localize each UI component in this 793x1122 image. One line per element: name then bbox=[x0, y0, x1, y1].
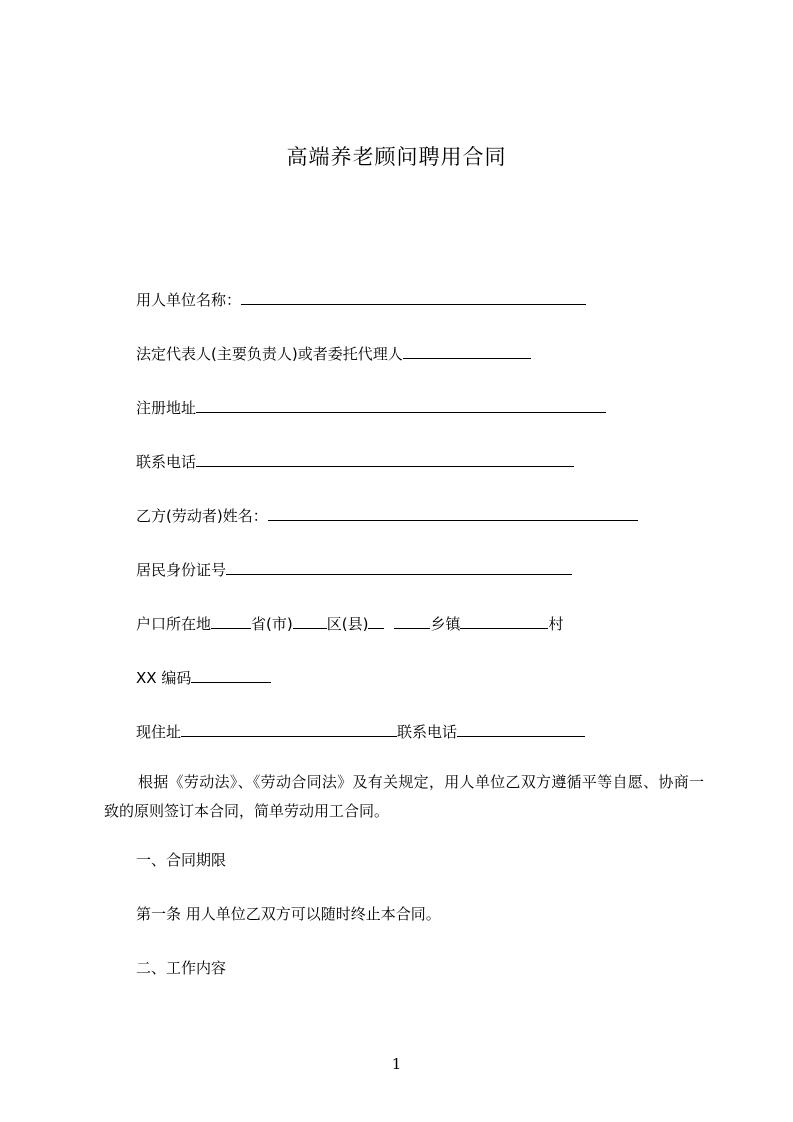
postcode-label: XX 编码 bbox=[136, 669, 192, 687]
current-phone-label: 联系电话 bbox=[397, 723, 458, 741]
district-extra-blank[interactable] bbox=[368, 613, 384, 629]
article1-text: 第一条 用人单位乙双方可以随时终止本合同。 bbox=[136, 905, 441, 923]
legal-rep-blank[interactable] bbox=[403, 343, 531, 359]
contact-phone-label: 联系电话 bbox=[136, 453, 197, 471]
id-number-blank[interactable] bbox=[226, 559, 572, 575]
current-phone-blank[interactable] bbox=[457, 721, 585, 737]
district-blank[interactable] bbox=[293, 613, 327, 629]
legal-rep-line bbox=[136, 343, 531, 365]
employee-name-line bbox=[136, 505, 638, 527]
preamble-paragraph: 根据《劳动法》、《劳动合同法》及有关规定，用人单位乙双方遵循平等自愿、协商一致的原则签订本合同，简单劳动用工合同。 bbox=[104, 773, 704, 820]
contact-phone-blank[interactable] bbox=[196, 451, 574, 467]
section1-heading: 一、合同期限 bbox=[136, 851, 227, 869]
township-blank[interactable] bbox=[394, 613, 430, 629]
page-number: 1 bbox=[391, 1055, 402, 1073]
household-line bbox=[136, 613, 563, 635]
postcode-blank[interactable] bbox=[191, 667, 271, 683]
employee-name-label: 乙方(劳动者)姓名： bbox=[136, 507, 268, 525]
village-blank[interactable] bbox=[460, 613, 548, 629]
reg-address-blank[interactable] bbox=[196, 397, 606, 413]
employer-name-blank[interactable] bbox=[241, 289, 586, 305]
contact-phone-line bbox=[136, 451, 574, 473]
id-number-label: 居民身份证号 bbox=[136, 561, 227, 579]
postcode-line bbox=[136, 667, 271, 689]
employer-name-line bbox=[136, 289, 586, 311]
current-address-label: 现住址 bbox=[136, 723, 182, 741]
id-number-line bbox=[136, 559, 572, 581]
village-label: 村 bbox=[548, 615, 564, 633]
township-label: 乡镇 bbox=[430, 615, 461, 633]
district-label: 区(县) bbox=[326, 615, 369, 633]
reg-address-label: 注册地址 bbox=[136, 399, 197, 417]
document-title: 高端养老顾问聘用合同 bbox=[286, 145, 507, 169]
reg-address-line bbox=[136, 397, 606, 419]
employee-name-blank[interactable] bbox=[268, 505, 638, 521]
employer-name-label: 用人单位名称： bbox=[136, 291, 242, 309]
province-blank[interactable] bbox=[211, 613, 251, 629]
legal-rep-label: 法定代表人(主要负责人)或者委托代理人 bbox=[136, 345, 403, 363]
current-address-blank[interactable] bbox=[181, 721, 397, 737]
province-label: 省(市) bbox=[251, 615, 293, 633]
household-label: 户口所在地 bbox=[136, 615, 212, 633]
section2-heading: 二、工作内容 bbox=[136, 959, 227, 977]
current-address-line bbox=[136, 721, 585, 743]
